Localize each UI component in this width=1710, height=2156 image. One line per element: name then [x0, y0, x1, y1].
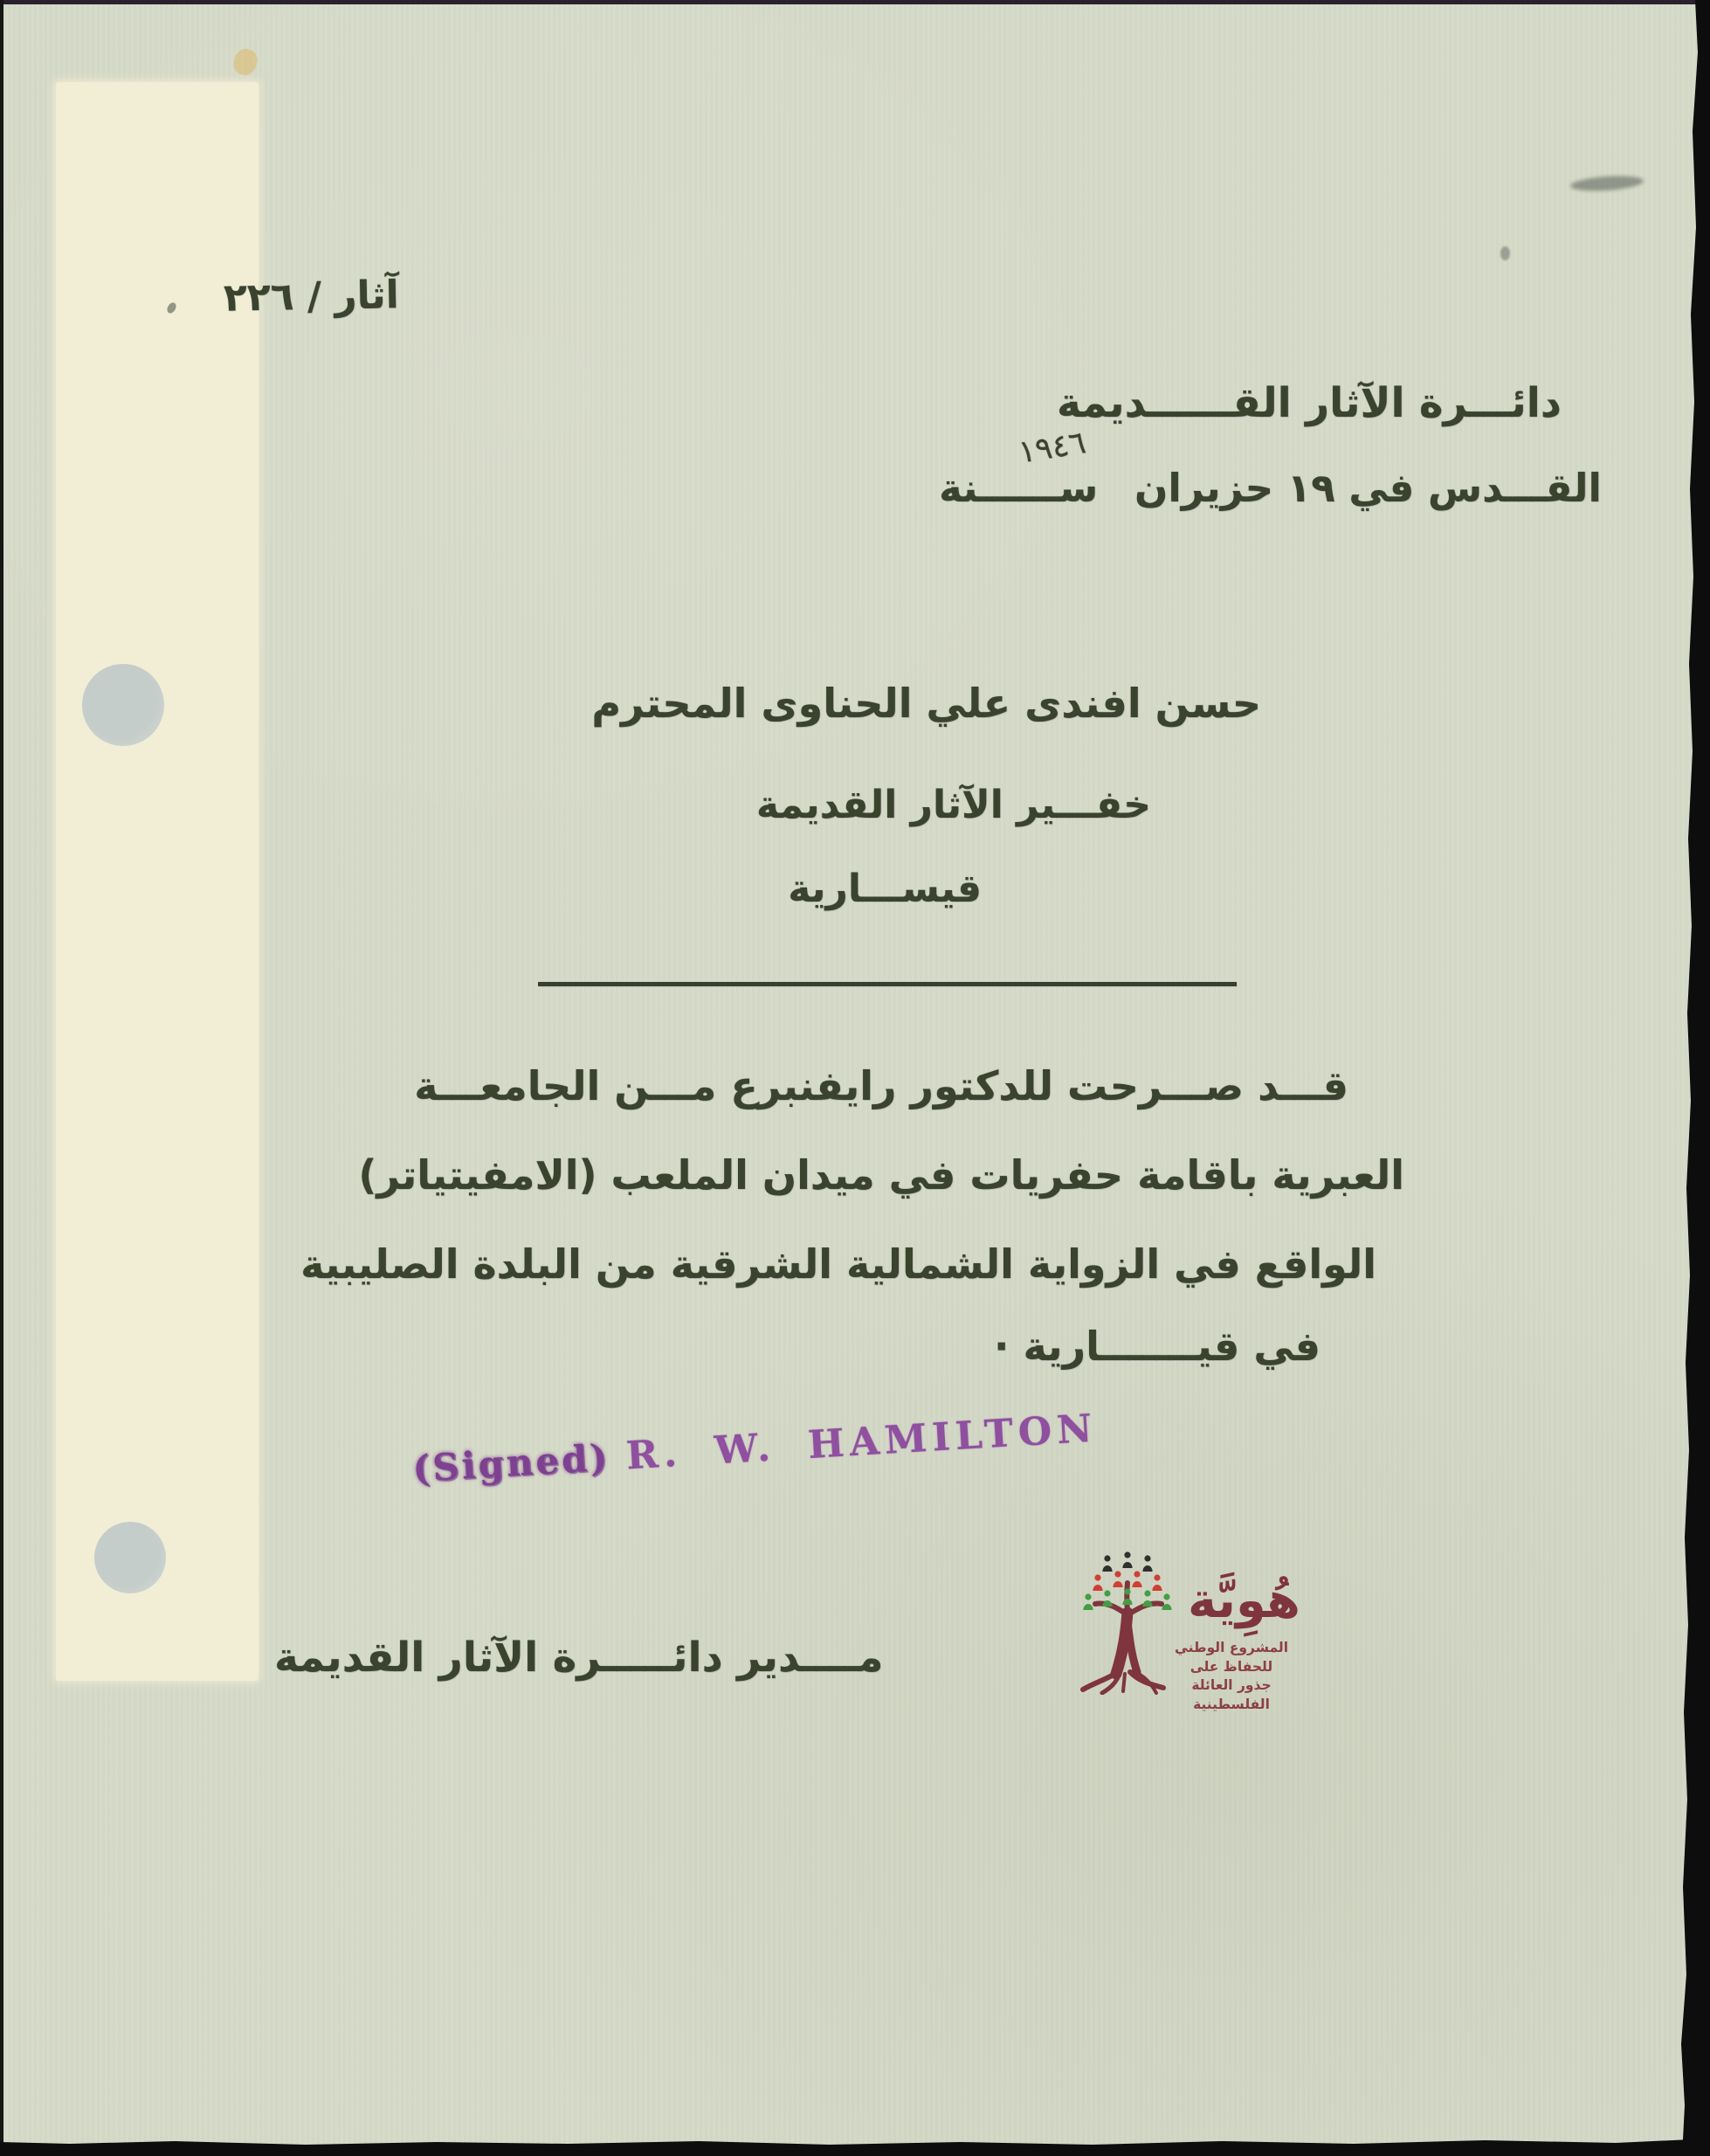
director-signature-title: مــــدير دائـــــرة الآثار القديمة: [274, 1634, 884, 1682]
divider-rule: [538, 982, 1237, 986]
scan-edge-top: [0, 0, 1710, 4]
tape-strip: [56, 82, 259, 1681]
body-line: في قيـــــــارية ·: [993, 1323, 1320, 1370]
stamp-name: R. W. HAMILTON: [624, 1406, 1099, 1479]
watermark-tagline-line1: المشروع الوطني للحفاظ على: [1174, 1640, 1289, 1675]
year-word: ســــــنة: [939, 465, 1099, 511]
watermark-tagline-line2: جذور العائلة الفلسطينية: [1191, 1677, 1272, 1713]
watermark-tagline: [1151, 1639, 1312, 1715]
reference-number: آثار / ٢٢٦: [223, 273, 400, 321]
punch-hole: [82, 664, 164, 746]
scan-edge-left: [0, 0, 3, 2156]
letterhead-city-date: القـــدس في ١٩ حزيران: [1134, 465, 1602, 511]
letterhead-department: دائـــرة الآثار القــــــديمة: [1056, 379, 1562, 427]
handwritten-year: ١٩٤٦: [1016, 425, 1089, 471]
addressee-location: قيســـارية: [788, 867, 982, 911]
letterhead-date-line: [939, 425, 1602, 511]
body-line: الواقع في الزواية الشمالية الشرقية من البلدة الصليبية: [300, 1240, 1376, 1288]
scan-edge-bottom: [0, 2130, 1710, 2156]
ink-speck: [1500, 246, 1510, 260]
body-line: العبرية باقامة حفريات في ميدان الملعب (الامفيتياتر): [358, 1151, 1404, 1199]
punch-hole: [94, 1522, 166, 1593]
stamp-signed-label: (Signed): [411, 1435, 611, 1491]
addressee-name: حسن افندى علي الحناوى المحترم: [591, 680, 1261, 727]
body-line: قـــد صـــرحت للدكتور رايفنبرع مـــن الجامعـــة: [414, 1062, 1348, 1109]
watermark-logo: [1072, 1546, 1334, 1713]
year-stack: [939, 425, 1099, 511]
scan-edge-right: [1675, 0, 1710, 2156]
watermark-wordmark: هُوِيَّة: [1188, 1572, 1300, 1629]
addressee-title: خفـــير الآثار القديمة: [755, 783, 1151, 827]
